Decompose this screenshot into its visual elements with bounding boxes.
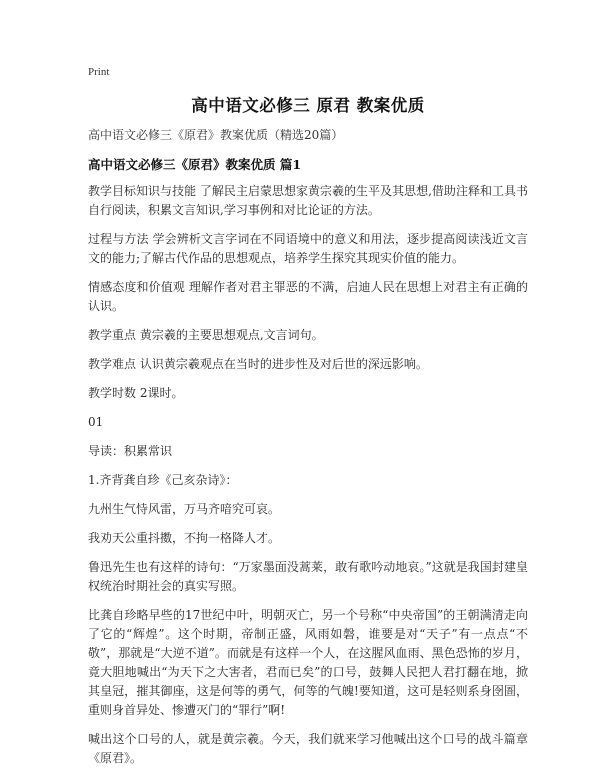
document-subtitle: 高中语文必修三《原君》教案优质（精选20篇） <box>88 128 344 142</box>
paragraph-poem-intro: 1.齐背龚自珍《己亥杂诗》： <box>88 473 238 487</box>
section-heading: 高中语文必修三《原君》教案优质 篇1 <box>88 157 302 172</box>
paragraph-teaching-goals: 教学目标知识与技能 了解民主启蒙思想家黄宗羲的生平及其思想,借助注释和工具书自行阅读，积累文言知识,学习事例和对比论证的方法。 <box>88 184 528 217</box>
paragraph-section-number: 01 <box>88 415 104 429</box>
paragraph-introduction: 喊出这个口号的人，就是黄宗羲。今天，我们就来学习他喊出这个口号的战斗篇章《原君》。 <box>88 732 528 765</box>
paragraph-luxun-quote: 鲁迅先生也有这样的诗句：“万家墨面没蒿莱，敢有歌吟动地哀。”这就是我国封建皇权统治时期社会的真实写照。 <box>88 560 528 593</box>
paragraph-historical-context: 比龚自珍略早些的17世纪中叶，明朝灭亡，另一个号称“中央帝国”的王朝满清走向了它的“辉煌”。这个时期，帝制正盛，风雨如磐，谁要是对“天子”有一点点“不敬”，那就是“大逆不道”。而就是有这样一个人，在这腥风血雨、黑色恐怖的岁月，竟大胆地喊出“为天下之大害者，君而已矣”的口号，鼓舞人民把人君打翻在地，掀其皇冠，摧其御座，这是何等的勇气，何等的气魄!要知道，这可是轻则系身囹圄，重则身首异处、惨遭灭门的“罪行”啊! <box>88 608 528 717</box>
paragraph-difficulties: 教学难点 认识黄宗羲观点在当时的进步性及对后世的深远影响。 <box>88 357 428 371</box>
paragraph-attitude-values: 情感态度和价值观 理解作者对君主罪恶的不满，启迪人民在思想上对君主有正确的认识。 <box>88 280 528 313</box>
paragraph-key-points: 教学重点 黄宗羲的主要思想观点,文言词句。 <box>88 328 324 342</box>
print-label: Print <box>88 66 110 78</box>
paragraph-poem-line-2: 我劝天公重抖擞，不拘一格降人才。 <box>88 531 281 545</box>
paragraph-poem-line-1: 九州生气恃风雷，万马齐喑究可哀。 <box>88 502 281 516</box>
document-title: 高中语文必修三 原君 教案优质 <box>191 96 425 115</box>
paragraph-process-method: 过程与方法 学会辨析文言字词在不同语境中的意义和用法，逐步提高阅读浅近文言文的能力;了解古代作品的思想观点，培养学生探究其现实价值的能力。 <box>88 232 528 265</box>
paragraph-class-hours: 教学时数 2课时。 <box>88 386 184 400</box>
document-page <box>88 66 528 778</box>
paragraph-guide-heading: 导读：积累常识 <box>88 444 173 458</box>
